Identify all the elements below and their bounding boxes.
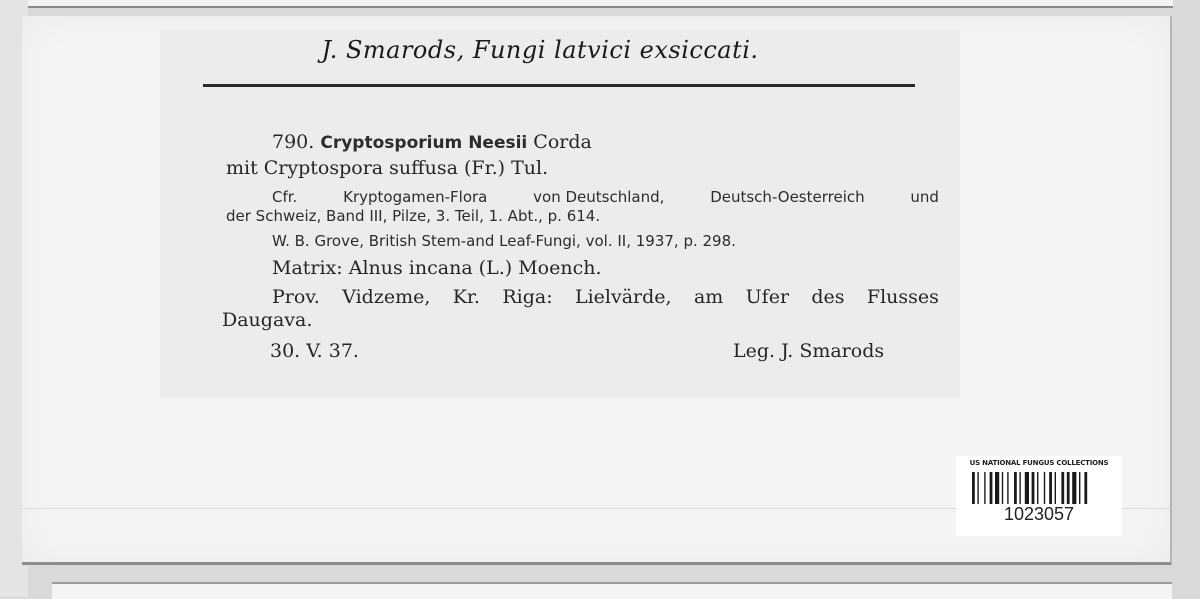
reference-1-line-b: der Schweiz, Band III, Pilze, 3. Teil, 1. Abt., p. 614. [226, 207, 601, 225]
locality-word: Flusses [866, 286, 939, 308]
ref1-word: Kryptogamen-Flora [343, 188, 488, 206]
locality-line-b: Daugava. [222, 309, 313, 331]
reference-2: W. B. Grove, British Stem-and Leaf-Fungi, vol. II, 1937, p. 298. [272, 232, 736, 250]
barcode-bar [1067, 472, 1070, 504]
locality-line-a [272, 286, 939, 308]
label-header: J. Smarods, Fungi latvici exsiccati. [321, 36, 759, 64]
barcode-label [956, 456, 1122, 536]
specimen-title-line [272, 131, 592, 153]
locality-word: Vidzeme, [342, 286, 431, 308]
locality-word: Lielvärde, [574, 286, 672, 308]
barcode-bar [1061, 472, 1064, 504]
barcode-bar [1084, 472, 1087, 504]
barcode-bar [1019, 472, 1020, 504]
barcode-bar [1014, 472, 1017, 504]
barcode-bar [1007, 472, 1008, 504]
barcode-institution: US NATIONAL FUNGUS COLLECTIONS [969, 459, 1109, 467]
barcode-bar [972, 472, 975, 504]
barcode-bar [1037, 472, 1038, 504]
barcode-bar [1079, 472, 1080, 504]
locality-word: des [811, 286, 845, 308]
barcode-bar [1025, 472, 1029, 504]
barcode-bar [977, 472, 978, 504]
header-rule [203, 84, 915, 87]
ref1-word: von Deutschland, [533, 188, 665, 206]
ref1-word: Cfr. [272, 188, 298, 206]
barcode-bar [1044, 472, 1045, 504]
collection-date: 30. V. 37. [270, 340, 359, 362]
locality-word: Ufer [745, 286, 790, 308]
barcode-bar [1072, 472, 1076, 504]
upper-sheet-edge [28, 0, 1173, 8]
specimen-number: 790. [272, 131, 315, 153]
locality-word: am [693, 286, 724, 308]
ref1-word: und [910, 188, 939, 206]
taxon-author: Corda [533, 131, 592, 153]
reference-1-line-a [226, 188, 939, 206]
matrix-line: Matrix: Alnus incana (L.) Moench. [272, 257, 602, 279]
taxon-name: Cryptosporium Neesii [320, 133, 528, 153]
locality-word: Kr. [452, 286, 480, 308]
barcode-bar [1002, 472, 1003, 504]
locality-word: Prov. [272, 286, 320, 308]
barcode-bars [972, 472, 1108, 504]
barcode-number: 1023057 [1003, 504, 1075, 524]
lower-sheet-edge [52, 582, 1172, 599]
barcode-bar [1049, 472, 1052, 504]
locality-word: Riga: [502, 286, 553, 308]
host-line: mit Cryptospora suffusa (Fr.) Tul. [226, 157, 549, 179]
barcode-bar [984, 472, 985, 504]
barcode-bar [1032, 472, 1035, 504]
barcode-bar [990, 472, 993, 504]
barcode-bar [995, 472, 999, 504]
collector-name: Leg. J. Smarods [733, 340, 885, 362]
barcode-bar [1055, 472, 1056, 504]
ref1-word: Deutsch-Oesterreich [710, 188, 865, 206]
